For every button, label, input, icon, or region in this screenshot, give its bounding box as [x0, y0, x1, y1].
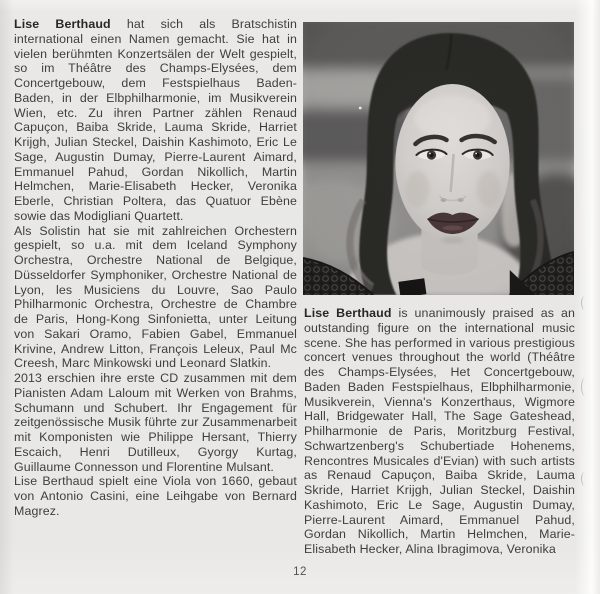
photo-vignette [303, 22, 574, 295]
artist-name-lead: Lise Berthaud [14, 17, 111, 31]
bio-text-en-1: is unanimously praised as an outstanding figure on the international music scene. She has performed in various prestigious concert venues throughout the world (Théâtre des Champs-Elysées, Het Concertgebouw, Baden Baden Festspielhaus, Elbphilharmonie, Musikverein, Vienna's Konzerthaus, Wigmore Hall, Bridgewater Hall, The Sage Gateshead, Philharmonie de Paris, Moritzburg Festival, Schwartzenberg's Schubertiade Hohenems, Rencontres Musicales d'Evian) with such artists as Renaud Capuçon, Baiba Skride, Lauma Skride, Harriet Krijgh, Julian Steckel, Daishin Kashimoto, Eric Le Sage, Augustin Dumay, Pierre-Laurent Aimard, Emmanuel Pahud, Gordan Nikollich, Martin Helmchen, Marie-Elisabeth Hecker, Alina Ibragimova, Veronika [304, 306, 575, 556]
page-edge-mark [581, 296, 589, 310]
bio-paragraph-de-3: 2013 erschien ihre erste CD zusammen mit dem Pianisten Adam Laloum mit Werken von Brahms, Schumann und Schubert. Ihr Engagement für zeitgenössische Musik führte zur Zusammenarbeit mit Komponisten wie Philippe Hersant, Thierry Escaich, Henri Dutilleux, Gyorgy Kurtag, Guillaume Connesson und Florentine Mulsant. [14, 371, 297, 474]
page-edge-mark [581, 378, 589, 396]
bio-paragraph-en-1 [304, 306, 575, 557]
bio-paragraph-de-1 [14, 17, 297, 224]
artist-name-lead: Lise Berthaud [304, 306, 392, 320]
english-bio-column [304, 306, 575, 557]
bio-paragraph-de-2: Als Solistin hat sie mit zahlreichen Orchestern gespielt, so u.a. mit dem Iceland Symphony Orchestra, Orchestre National de Belgique, Düsseldorfer Symphoniker, Orchestre National de Lyon, les Musiciens du Louvre, Sao Paulo Philharmonic Orchestra, Orchestre de Chambre de Paris, Hong-Kong Sinfonietta, unter Leitung von Sakari Oramo, Fabien Gabel, Emmanuel Krivine, Andrew Litton, François Leleux, Paul Mc Creesh, Marc Minkowski und Leonard Slatkin. [14, 223, 297, 371]
page-edge-mark [581, 472, 589, 486]
german-bio-column [14, 17, 297, 519]
page-number: 12 [293, 566, 307, 578]
bio-paragraph-de-4: Lise Berthaud spielt eine Viola von 1660, gebaut von Antonio Casini, eine Leihgabe von Bernard Magrez. [14, 474, 297, 518]
bio-text-de-1: hat sich als Bratschistin international einen Namen gemacht. Sie hat in vielen berühmten Konzertsälen der Welt gespielt, so im Théâtre des Champs-Elysées, dem Concertgebouw, dem Festspielhaus Baden-Baden, in der Elbphilharmonie, im Musikverein Wien, etc. Zu ihren Partner zählen Renaud Capuçon, Baiba Skride, Lauma Skride, Harriet Krijgh, Julian Steckel, Daishin Kashimoto, Eric Le Sage, Augustin Dumay, Pierre-Laurent Aimard, Emmanuel Pahud, Gordan Nikollich, Martin Helmchen, Marie-Elisabeth Hecker, Veronika Eberle, Christian Poltera, das Quatuor Ebène sowie das Modigliani Quartett. [14, 17, 298, 223]
portrait-photo [303, 22, 574, 295]
portrait-photo-art [303, 22, 574, 295]
